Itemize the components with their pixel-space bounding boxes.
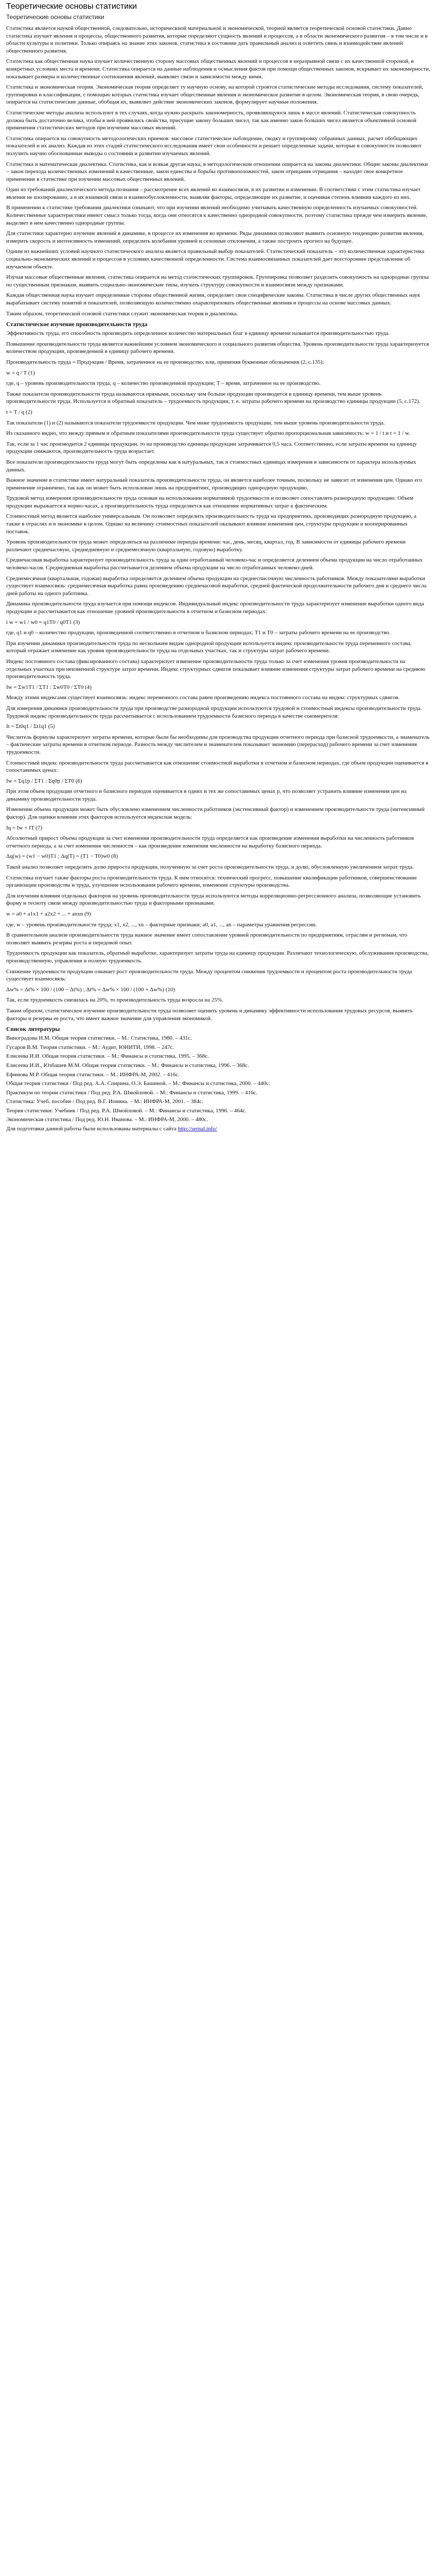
- paragraph: Трудовой метод измерения производительности труда основан на использовании нормативной трудоемкости и позволяет сопоставлять разнородную продукцию. Объем продукции выражается в нормо-часах, а производительность труда определяется как отношение нормативных затрат к фактическим.: [6, 495, 413, 509]
- paragraph: Также показатели производительности труда называются прямыми, поскольку чем больше продукции производится в единицу времени, тем выше уровень производительности труда. Используется и обратный показатель – трудоемкость продукции, т. е. затраты рабочего времени на производство единицы продукции (5, с.172).: [6, 391, 421, 405]
- paragraph: Для изучения влияния отдельных факторов на уровень производительности труда используются методы корреляционно-регрессионного анализа, позволяющие установить форму и тесноту связи между производительностью труда и факторными признаками.: [6, 892, 421, 907]
- formula-line: Δq(w) = (w1 − w0)T1 ; Δq(T) = (T1 − T0)w0 (8): [6, 853, 118, 860]
- footer-note: [6, 1125, 431, 1133]
- reference-item: Практикум по теории статистики / Под ред. Р.А. Шмойловой. – М.: Финансы и статистика, 1999. – 416с.: [6, 1089, 258, 1096]
- paragraph: Так, если за 1 час производится 2 единицы продукции, то на производство единицы продукции затрачивается 0,5 часа. Соответственно, если затраты времени на единицу продукции снижаются, производительность труда возрастает.: [6, 440, 417, 455]
- paragraph: Стоимостный метод является наиболее универсальным. Он позволяет определить производительность труда на предприятиях, производящих разнородную продукцию, а также в отраслях и в экономике в целом. Однако на величину стоимостных показателей оказывают влияние изменения цен, структуры продукции и кооперированных поставок.: [6, 513, 416, 535]
- paragraph: Уровень производительности труда может определяться на различные периоды времени: час, день, месяц, квартал, год. В зависимости от единицы рабочего времени различают среднечасовую, среднедневную и среднемесячную (квартальную, годовую) выработку.: [6, 539, 406, 553]
- page-title: Теоретические основы статистики: [6, 2, 137, 11]
- reference-item: Теория статистики: Учебник / Под ред. Р.А. Шмойловой. – М.: Финансы и статистика, 1996. – 464с.: [6, 1107, 247, 1114]
- formula-line: Δw% = Δt% × 100 / (100 − Δt%) ; Δt% = Δw% × 100 / (100 + Δw%) (10): [6, 986, 176, 993]
- source-link[interactable]: http://sernal.info/: [178, 1126, 217, 1132]
- formula-line: It = Σt0q1 / Σt1q1 (5): [6, 723, 55, 730]
- paragraph: Абсолютный прирост объема продукции за счет изменения производительности труда определяется как произведение изменения выработки на численность работников отчетного периода, а за счет изменения численности – как произведение изменения численности на выработку базисного периода.: [6, 835, 414, 849]
- paragraph: где, w – уровень производительности труда; x1, x2, ..., xn – факторные признаки; a0, a1, ..., an – параметры уравнения регрессии.: [6, 921, 317, 928]
- reference-item: Статистика: Учеб. пособие / Под ред. В.Г. Ионина. – М.: ИНФРА-М, 2001. – 384с.: [6, 1098, 203, 1105]
- paragraph: Индекс постоянного состава (фиксированного состава) характеризует изменение производительности труда только за счет изменения уровня производительности на отдельных участках при неизменной структуре затрат времени. Индекс структурных сдвигов показывает влияние изменения структуры затрат рабочего времени на среднюю производительность труда.: [6, 658, 426, 680]
- paragraph: Одним из важнейших условий научного статистического анализа является правильный выбор показателей. Статистический показатель – это количественная характеристика социально-экономических явлений и процессов в условиях качественной определенности. Система взаимосвязанных показателей дает всестороннее представление об изучаемом объекте.: [6, 248, 425, 270]
- references-list: [6, 1035, 431, 1124]
- reference-item: Елисеева И.И., Юзбашев М.М. Общая теория статистики. – М.: Финансы и статистика, 1996. – 368с.: [6, 1062, 249, 1069]
- paragraph: Статистика является наукой общественной, следовательно, историческиой материальной и экономической, теорией является теоретической основой статистики. Давно статистика изучает явления и процессы, общественного развития, которые определяют сущность явлений и процессов, а в области экономического развития – в том числе и в области культуры и политики. Только опираясь на знание этих законов, статистика в состоянии дать правильный анализ и осветить связь и взаимодействие явлений общественного развития.: [6, 25, 428, 54]
- paragraph: Снижение трудоемкости продукции означает рост производительности труда. Между процентом снижения трудоемкости и процентом роста производительности труда существует взаимосвязь:: [6, 968, 412, 982]
- paragraph: Статистика и математическая диалектика. Статистика, как и всякая другая наука, в методологическом отношении опирается на законы диалектики. Общие законы диалектики – закон перехода количественных изменений в качественные, закон единства и борьбы противоположностей, закон отрицания отрицания – находят свое конкретное применение в статистике при изучении массовых общественных явлений.: [6, 161, 428, 182]
- footer-text: Для подготовки данной работы были использованы материалы с сайта: [6, 1126, 177, 1132]
- paragraph: Из сказанного видно, что между прямым и обратным показателями производительности труда существует обратно пропорциональная зависимость: w = 1 / t и t = 1 / w.: [6, 430, 410, 437]
- formula-line: w = a0 + a1x1 + a2x2 + ... + anxn (9): [6, 911, 91, 917]
- formula-line: t = T / q (2): [6, 409, 32, 415]
- paragraph: Среднечасовая выработка характеризует производительность труда за один отработанный человеко-час и определяется делением объема продукции на число отработанных человеко-часов. Среднедневная выработка рассчитывается делением объема продукции на число отработанных человеко-дней.: [6, 557, 423, 571]
- paragraph: Динамика производительности труда изучается при помощи индексов. Индивидуальный индекс производительности труда характеризует изменение выработки одного вида продукции и рассчитывается как отношение уровней производительности в отчетном и базисном периодах:: [6, 601, 424, 615]
- reference-item: Общая теория статистики / Под ред. А.А. Спирина, О.Э. Башиной. – М.: Финансы и статистика, 2000. – 440с.: [6, 1080, 270, 1087]
- paragraph: где, q1 и q0 – количество продукции, произведенной соответственно в отчетном и базисном периодах; T1 и T0 – затраты рабочего времени на ее производство.: [6, 630, 391, 636]
- reference-item: Экономическая статистика / Под ред. Ю.Н. Иванова. – М.: ИНФРА-М, 2000. – 480с.: [6, 1116, 208, 1123]
- formula-line: Iw = Σw1T1 / ΣT1 : Σw0T0 / ΣT0 (4): [6, 684, 92, 690]
- paragraph: Изучая массовые общественные явления, статистика опирается на метод статистических группировок. Группировка позволяет разделить совокупность на однородные группы по существенным признакам, выявить социально-экономические типы, изучить структуру совокупности и взаимосвязи между признаками.: [6, 274, 429, 288]
- paragraph: Все показатели производительности труда могут быть определены как в натуральных, так и стоимостных единицах измерения в зависимости от характера используемых данных.: [6, 459, 416, 473]
- paragraph: Статистика опирается на совокупность методологических приемов: массовое статистическое наблюдение, сводку и группировку собранных данных, расчет обобщающих показателей и их анализ. Каждая из этих стадий статистического исследования имеет свои особенности и решает определенные задачи, которые в совокупности позволяют получить научно обоснованные выводы о состоянии и развитии изучаемых явлений.: [6, 135, 422, 157]
- paragraph: Таким образом, статистическое изучение производительности труда позволяет оценить уровень и динамику эффективности использования трудовых ресурсов, выявить факторы и резервы ее роста, что имеет важное значение для управления экономикой.: [6, 1007, 413, 1022]
- reference-item: Елисеева И.И. Общая теория статистики. – М.: Финансы и статистика, 1995. – 368с.: [6, 1053, 209, 1060]
- paragraph: Трудоемкость продукции как показатель, обратный выработке, характеризует затраты труда на единицу продукции. Различают технологическую, обслуживания производства, производственную, управления и полную трудоемкость.: [6, 950, 429, 964]
- section-heading: Список литературы: [6, 1026, 60, 1033]
- formula-line: Iw = Σq1p / ΣT1 : Σq0p / ΣT0 (6): [6, 777, 82, 784]
- paragraph: Стоимостный индекс производительности труда рассчитывается как отношение стоимостной выработки в отчетном и базисном периодах, где объем продукции оценивается в сопоставимых ценах:: [6, 759, 429, 774]
- paragraph: Эффективность труда, его способность производить определенное количество материальных благ в единицу времени называется производительностью труда.: [6, 330, 390, 337]
- paragraph: При этом объем продукции отчетного и базисного периодов оценивается в одних и тех же сопоставимых ценах p, что позволяет устранить влияние изменения цен на динамику производительности труда.: [6, 788, 407, 802]
- formula-line: Iq = Iw × IT (7): [6, 824, 42, 831]
- page-subtitle: Теоретические основы статистики: [6, 13, 104, 21]
- paragraph: Такой анализ позволяет определить долю прироста продукции, полученную за счет роста производительности труда, и долю, обусловленную увеличением затрат труда.: [6, 864, 414, 871]
- reference-item: Гусаров В.М. Теория статистики. – М.: Аудит, ЮНИТИ, 1998. – 247с.: [6, 1044, 174, 1050]
- paragraph: Статистика изучает также факторы роста производительности труда. К ним относятся: технический прогресс, повышение квалификации работников, совершенствование организации производства и труда, улучшение использования рабочего времени, изменение структуры производства.: [6, 874, 417, 889]
- paragraph: В применении к статистике требования диалектики означают, что при изучении явлений необходимо учитывать качественную определенность изучаемых совокупностей. Количественные характеристики имеют смысл только тогда, когда они относятся к качественно однородной совокупности, поэтому статистика прежде чем измерить явление, выделяет в нем качественно однородные группы.: [6, 205, 428, 226]
- paragraph: Статистика и экономическая теория. Экономическая теория определяет ту научную основу, на которой строятся статистические методы исследования, систему показателей, группировки и классификации, с помощью которых статистика изучает общественные явления и экономическое развитие в целом. Экономическая теория, в свою очередь, опирается на статистические данные, обобщая их, выявляет действие экономических законов, формулирует научные положения.: [6, 84, 424, 106]
- paragraph: Для измерения динамики производительности труда при производстве разнородной продукции используются трудовой и стоимостный индексы производительности труда. Трудовой индекс производительности труда рассчитывается с использованием трудоемкости базисного периода в качестве соизмерителя:: [6, 705, 422, 719]
- formula-line: Производительность труда = Продукция / Время, затраченное на ее производство, или, применяя буквенные обозначения (2, с.135):: [6, 359, 324, 365]
- reference-item: Виноградова Н.М. Общая теория статистики. – М.: Статистика, 1980. – 431с.: [6, 1035, 192, 1042]
- paragraph: Таким образом, теоретической основой статистики служит экономическая теория и диалектика.: [6, 310, 238, 317]
- paragraph: При изучении динамики производительности труда по нескольким видам однородной продукции используется индекс производительности труда переменного состава, который отражает изменение как уровня производительности труда на отдельных участках, так и структуры затрат рабочего времени.: [6, 640, 412, 654]
- paragraph: Важное значение в статистике имеет натуральный показатель производительности труда, он является наиболее точным, поскольку не зависит от изменения цен. Однако его применение ограничено, так как он может быть использован лишь на предприятиях, производящих однородную продукцию.: [6, 477, 423, 491]
- paragraph: Изменение объема продукции может быть обусловлено изменением численности работников (экстенсивный фактор) и изменением производительности труда (интенсивный фактор). Для оценки влияния этих факторов используется индексная модель:: [6, 806, 425, 821]
- paragraph: Числитель формулы характеризует затраты времени, которые были бы необходимы для производства продукции отчетного периода при базисной трудоемкости, а знаменатель – фактические затраты времени в отчетном периоде. Разность между числителем и знаменателем показывает экономию (перерасход) рабочего времени за счет изменения трудоемкости.: [6, 734, 430, 755]
- document: [0, 0, 436, 1140]
- paragraph: В сравнительном анализе производительности труда важное значение имеет сопоставление уровней производительности по предприятиям, отраслям и регионам, что позволяет выявить резервы роста и передовой опыт.: [6, 932, 408, 946]
- document-body: [6, 25, 431, 1032]
- paragraph: Среднемесячная (квартальная, годовая) выработка определяется делением объема продукции на среднесписочную численность работников. Между показателями выработки существует взаимосвязь: среднемесячная выработка равна произведению среднечасовой выработки, средней фактической продолжительности рабочего дня и среднего числа дней работы на одного работника.: [6, 575, 427, 597]
- paragraph: где, q – уровень производительности труда; q – количество произведенной продукции; T – время, затраченное на ее производство.: [6, 380, 321, 387]
- formula-line: i w = w1 / w0 = q1T0 / q0T1 (3): [6, 619, 80, 625]
- formula-line: w = q / T (1): [6, 369, 35, 376]
- paragraph: Один из требований диалектического метода познания – рассмотрение всех явлений во взаимосвязи, в их развитии и изменении. В соответствии с этим статистика изучает явления не изолированно, а в их взаимной связи и взаимообусловленности, выявляя факторы, определяющие их развитие, и оценивая степень влияния каждого из них.: [6, 187, 421, 200]
- section-heading: Статистическое изучение производительности труда: [6, 321, 148, 328]
- paragraph: Статистика как общественная наука изучает количественную сторону массовых общественных явлений и процессов в неразрывной связи с их качественной стороной, в конкретных условиях места и времени. Статистика опирается на данные наблюдения и осмысления фактов при помощи общественных законов, вскрывает их закономерности, показывает размеры и количественные соотношения явлений, выявляет связи и зависимости между ними.: [6, 58, 430, 80]
- paragraph: Так, если трудоемкость снизилась на 20%, то производительность труда возросла на 25%.: [6, 997, 223, 1004]
- paragraph: Повышение производительности труда является важнейшим условием экономического и социального развития общества. Уровень производительности труда характеризуется количеством продукции, произведенной в единицу рабочего времени.: [6, 341, 429, 355]
- paragraph: Для статистики характерно изучение явлений в динамике, в процессе их изменения во времени. Ряды динамики позволяют выявить основную тенденцию развития явления, измерить скорость и интенсивность изменений, определить колебания уровней и сезонные отклонения, а также построить прогноз на будущее.: [6, 230, 424, 244]
- paragraph: Между этими индексами существует взаимосвязь: индекс переменного состава равен произведению индекса постоянного состава на индекс структурных сдвигов.: [6, 694, 400, 701]
- paragraph: Так показатели (1) и (2) называются показатели трудоемкости продукции. Чем ниже трудоемкость продукции, тем выше уровень производительности труда.: [6, 419, 385, 426]
- reference-item: Ефимова М.Р. Общая теория статистики. – М.: ИНФРА-М, 2002. – 416с.: [6, 1071, 180, 1078]
- paragraph: Каждая общественная наука изучает определенные стороны общественной жизни, определяет свои специфические законы. Статистика в числе других общественных наук вырабатывает систему понятий и показателей, позволяющую количественно охарактеризовать общественные явления и процессы на основе массовых данных.: [6, 292, 421, 306]
- paragraph: Статистические методы анализа используют в тех случаях, когда нужно раскрыть закономерность, проявляющуюся лишь в массе явлений. Статистическая совокупность должна быть достаточно велика, чтобы в ней проявились свойства, присущие закону больших чисел, так как именно закон больших чисел является объективной основой применения статистических методов при изучении массовых явлений.: [6, 109, 416, 131]
